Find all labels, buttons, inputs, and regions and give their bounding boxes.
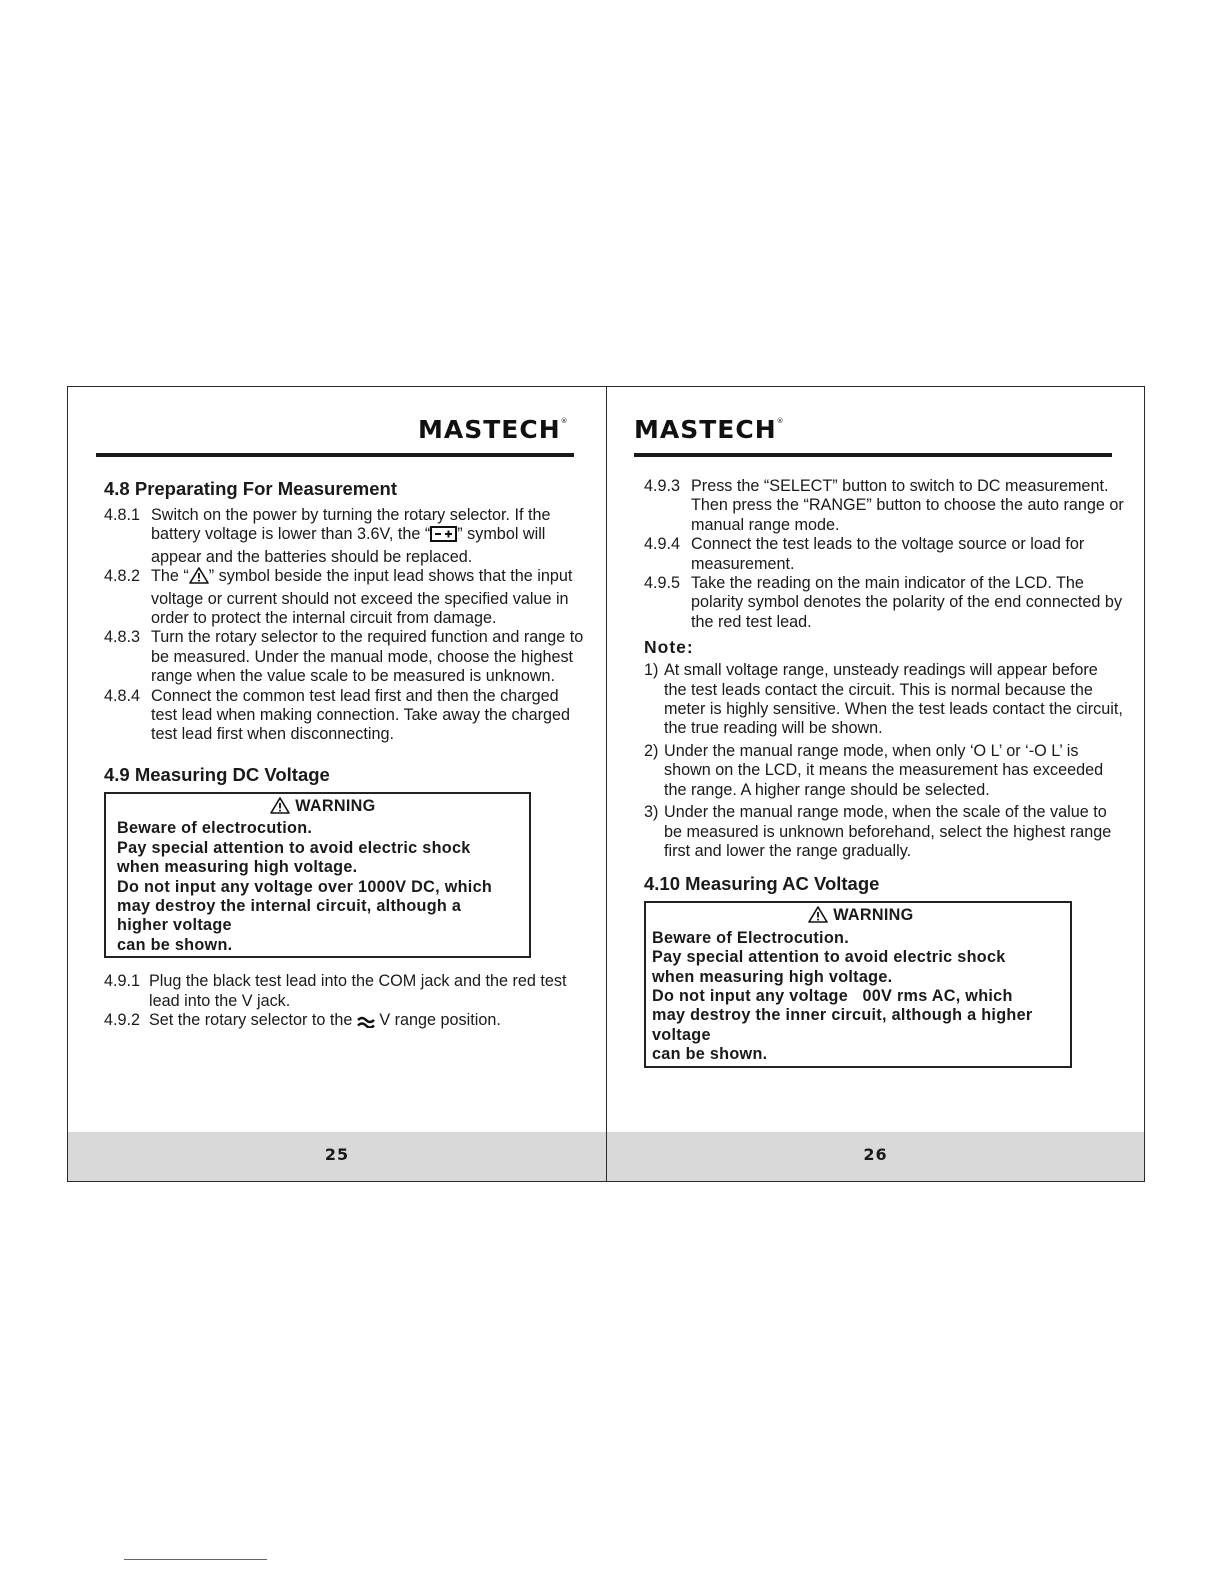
warning-line: Pay special attention to avoid electric shock bbox=[117, 838, 471, 857]
section-title-4-8: 4.8 Preparating For Measurement bbox=[104, 478, 398, 499]
step-4-8-2 bbox=[104, 567, 584, 628]
step-text: The “ bbox=[151, 567, 189, 586]
brand-text: MASTECH bbox=[634, 415, 777, 444]
step-number: 4.8.1 bbox=[104, 506, 141, 524]
warning-line: can be shown. bbox=[652, 1045, 768, 1064]
note-item bbox=[644, 742, 1124, 800]
step-number: 4.8.3 bbox=[104, 628, 141, 647]
warning-heading bbox=[117, 797, 529, 819]
page-footer bbox=[607, 1132, 1144, 1181]
warning-line: Beware of electrocution. bbox=[117, 819, 313, 838]
brand-logo bbox=[418, 415, 569, 444]
step-text-cont: ” symbol beside the input lead shows that the input voltage or current should not exceed the specified value in order to protect the internal circuit from damage. bbox=[151, 567, 573, 628]
note-item bbox=[644, 661, 1124, 739]
page-number: 25 bbox=[324, 1145, 350, 1164]
registered-mark: ® bbox=[560, 417, 569, 425]
warning-line: may destroy the inner circuit, although a higher bbox=[652, 1006, 1033, 1025]
warning-line: Do not input any voltage over 1000V DC, which bbox=[117, 877, 493, 896]
manual-spread bbox=[67, 386, 1145, 1182]
battery-icon bbox=[430, 526, 457, 547]
step-number: 4.9.2 bbox=[104, 1010, 141, 1029]
page-number: 26 bbox=[863, 1145, 888, 1164]
section-title-4-9: 4.9 Measuring DC Voltage bbox=[104, 763, 330, 785]
note-number: 2) bbox=[644, 741, 659, 760]
warning-line: higher voltage bbox=[117, 916, 232, 935]
step-text: Take the reading on the main indicator of the LCD. The polarity symbol denotes the polarity of the end connected by the red test lead. bbox=[691, 574, 1123, 631]
warning-box-ac bbox=[644, 901, 1072, 1067]
warning-line: may destroy the internal circuit, although a bbox=[117, 896, 462, 915]
step-number: 4.9.3 bbox=[644, 477, 681, 495]
step-4-9-1 bbox=[104, 972, 584, 1011]
note-text: Under the manual range mode, when only ‘O L’ or ‘-O L’ is shown on the LCD, it means the measurement has exceeded the range. A higher range should be selected. bbox=[664, 741, 1104, 799]
right-page bbox=[607, 387, 1144, 1181]
warning-box-dc bbox=[104, 792, 531, 958]
step-4-9-4 bbox=[644, 535, 1124, 574]
note-number: 3) bbox=[644, 803, 659, 822]
warning-heading bbox=[652, 906, 1070, 928]
warning-triangle-icon bbox=[189, 567, 209, 589]
step-4-8-4 bbox=[104, 687, 584, 745]
step-4-8-3 bbox=[104, 628, 584, 686]
right-content bbox=[644, 477, 1124, 1082]
left-content bbox=[104, 477, 584, 1033]
step-4-9-2 bbox=[104, 1011, 584, 1033]
step-4-9-5 bbox=[644, 574, 1124, 632]
header-rule bbox=[96, 453, 574, 457]
step-number: 4.8.4 bbox=[104, 686, 141, 705]
step-text: Press the “SELECT” button to switch to DC measurement. Then press the “RANGE” button to choose the auto range or manual range mode. bbox=[691, 477, 1124, 534]
warning-line: voltage bbox=[652, 1025, 711, 1044]
warning-title: WARNING bbox=[833, 906, 914, 925]
note-text: Under the manual range mode, when the scale of the value to be measured is unknown beforehand, select the highest range first and lower the range gradually. bbox=[664, 803, 1112, 860]
step-4-8-1 bbox=[104, 506, 584, 567]
note-number: 1) bbox=[644, 661, 659, 680]
brand-text: MASTECH bbox=[418, 415, 561, 444]
warning-title: WARNING bbox=[295, 796, 376, 815]
step-number: 4.9.4 bbox=[644, 535, 681, 554]
bottom-link-underline bbox=[124, 1559, 267, 1560]
step-number: 4.9.1 bbox=[104, 972, 141, 991]
warning-line: Beware of Electrocution. bbox=[652, 928, 849, 947]
note-heading: Note: bbox=[644, 637, 694, 658]
step-text-cont: ” symbol will appear and the batteries should be replaced. bbox=[151, 525, 546, 566]
step-text: Turn the rotary selector to the required function and range to be measured. Under the manual mode, choose the highest range when the value scale to be measured is unknown. bbox=[151, 628, 584, 686]
step-text: Plug the black test lead into the COM jack and the red test lead into the V jack. bbox=[149, 972, 567, 1010]
warning-line: when measuring high voltage. bbox=[117, 858, 358, 877]
step-text: Set the rotary selector to the bbox=[149, 1010, 353, 1029]
warning-line: when measuring high voltage. bbox=[652, 967, 893, 986]
dc-ac-symbol-icon bbox=[357, 1014, 375, 1033]
brand-logo bbox=[634, 415, 785, 444]
section-title-4-10: 4.10 Measuring AC Voltage bbox=[644, 873, 880, 895]
step-text: Switch on the power by turning the rotary selector. If the battery voltage is lower than 3.6V, the “ bbox=[151, 506, 551, 544]
step-text: Connect the common test lead first and then the charged test lead when making connection. Take away the charged test lead first when disconnecting. bbox=[151, 686, 571, 744]
left-page bbox=[68, 387, 606, 1181]
registered-mark: ® bbox=[776, 417, 785, 425]
note-text: At small voltage range, unsteady readings will appear before the test leads contact the circuit. This is normal because the meter is highly sensitive. When the test leads contact the circuit, the true reading will be shown. bbox=[664, 661, 1123, 738]
note-item bbox=[644, 803, 1124, 861]
step-text-cont: V range position. bbox=[379, 1010, 501, 1029]
warning-line: Pay special attention to avoid electric shock bbox=[652, 948, 1006, 967]
warning-line: can be shown. bbox=[117, 935, 233, 954]
step-number: 4.8.2 bbox=[104, 567, 141, 586]
page-footer bbox=[68, 1132, 606, 1181]
warning-line: Do not input any voltage 00V rms AC, which bbox=[652, 986, 1013, 1005]
warning-triangle-icon bbox=[270, 797, 290, 819]
step-number: 4.9.5 bbox=[644, 574, 681, 593]
header-rule bbox=[634, 453, 1112, 457]
step-4-9-3 bbox=[644, 477, 1124, 535]
warning-triangle-icon bbox=[808, 906, 828, 928]
step-text: Connect the test leads to the voltage source or load for measurement. bbox=[691, 535, 1085, 573]
